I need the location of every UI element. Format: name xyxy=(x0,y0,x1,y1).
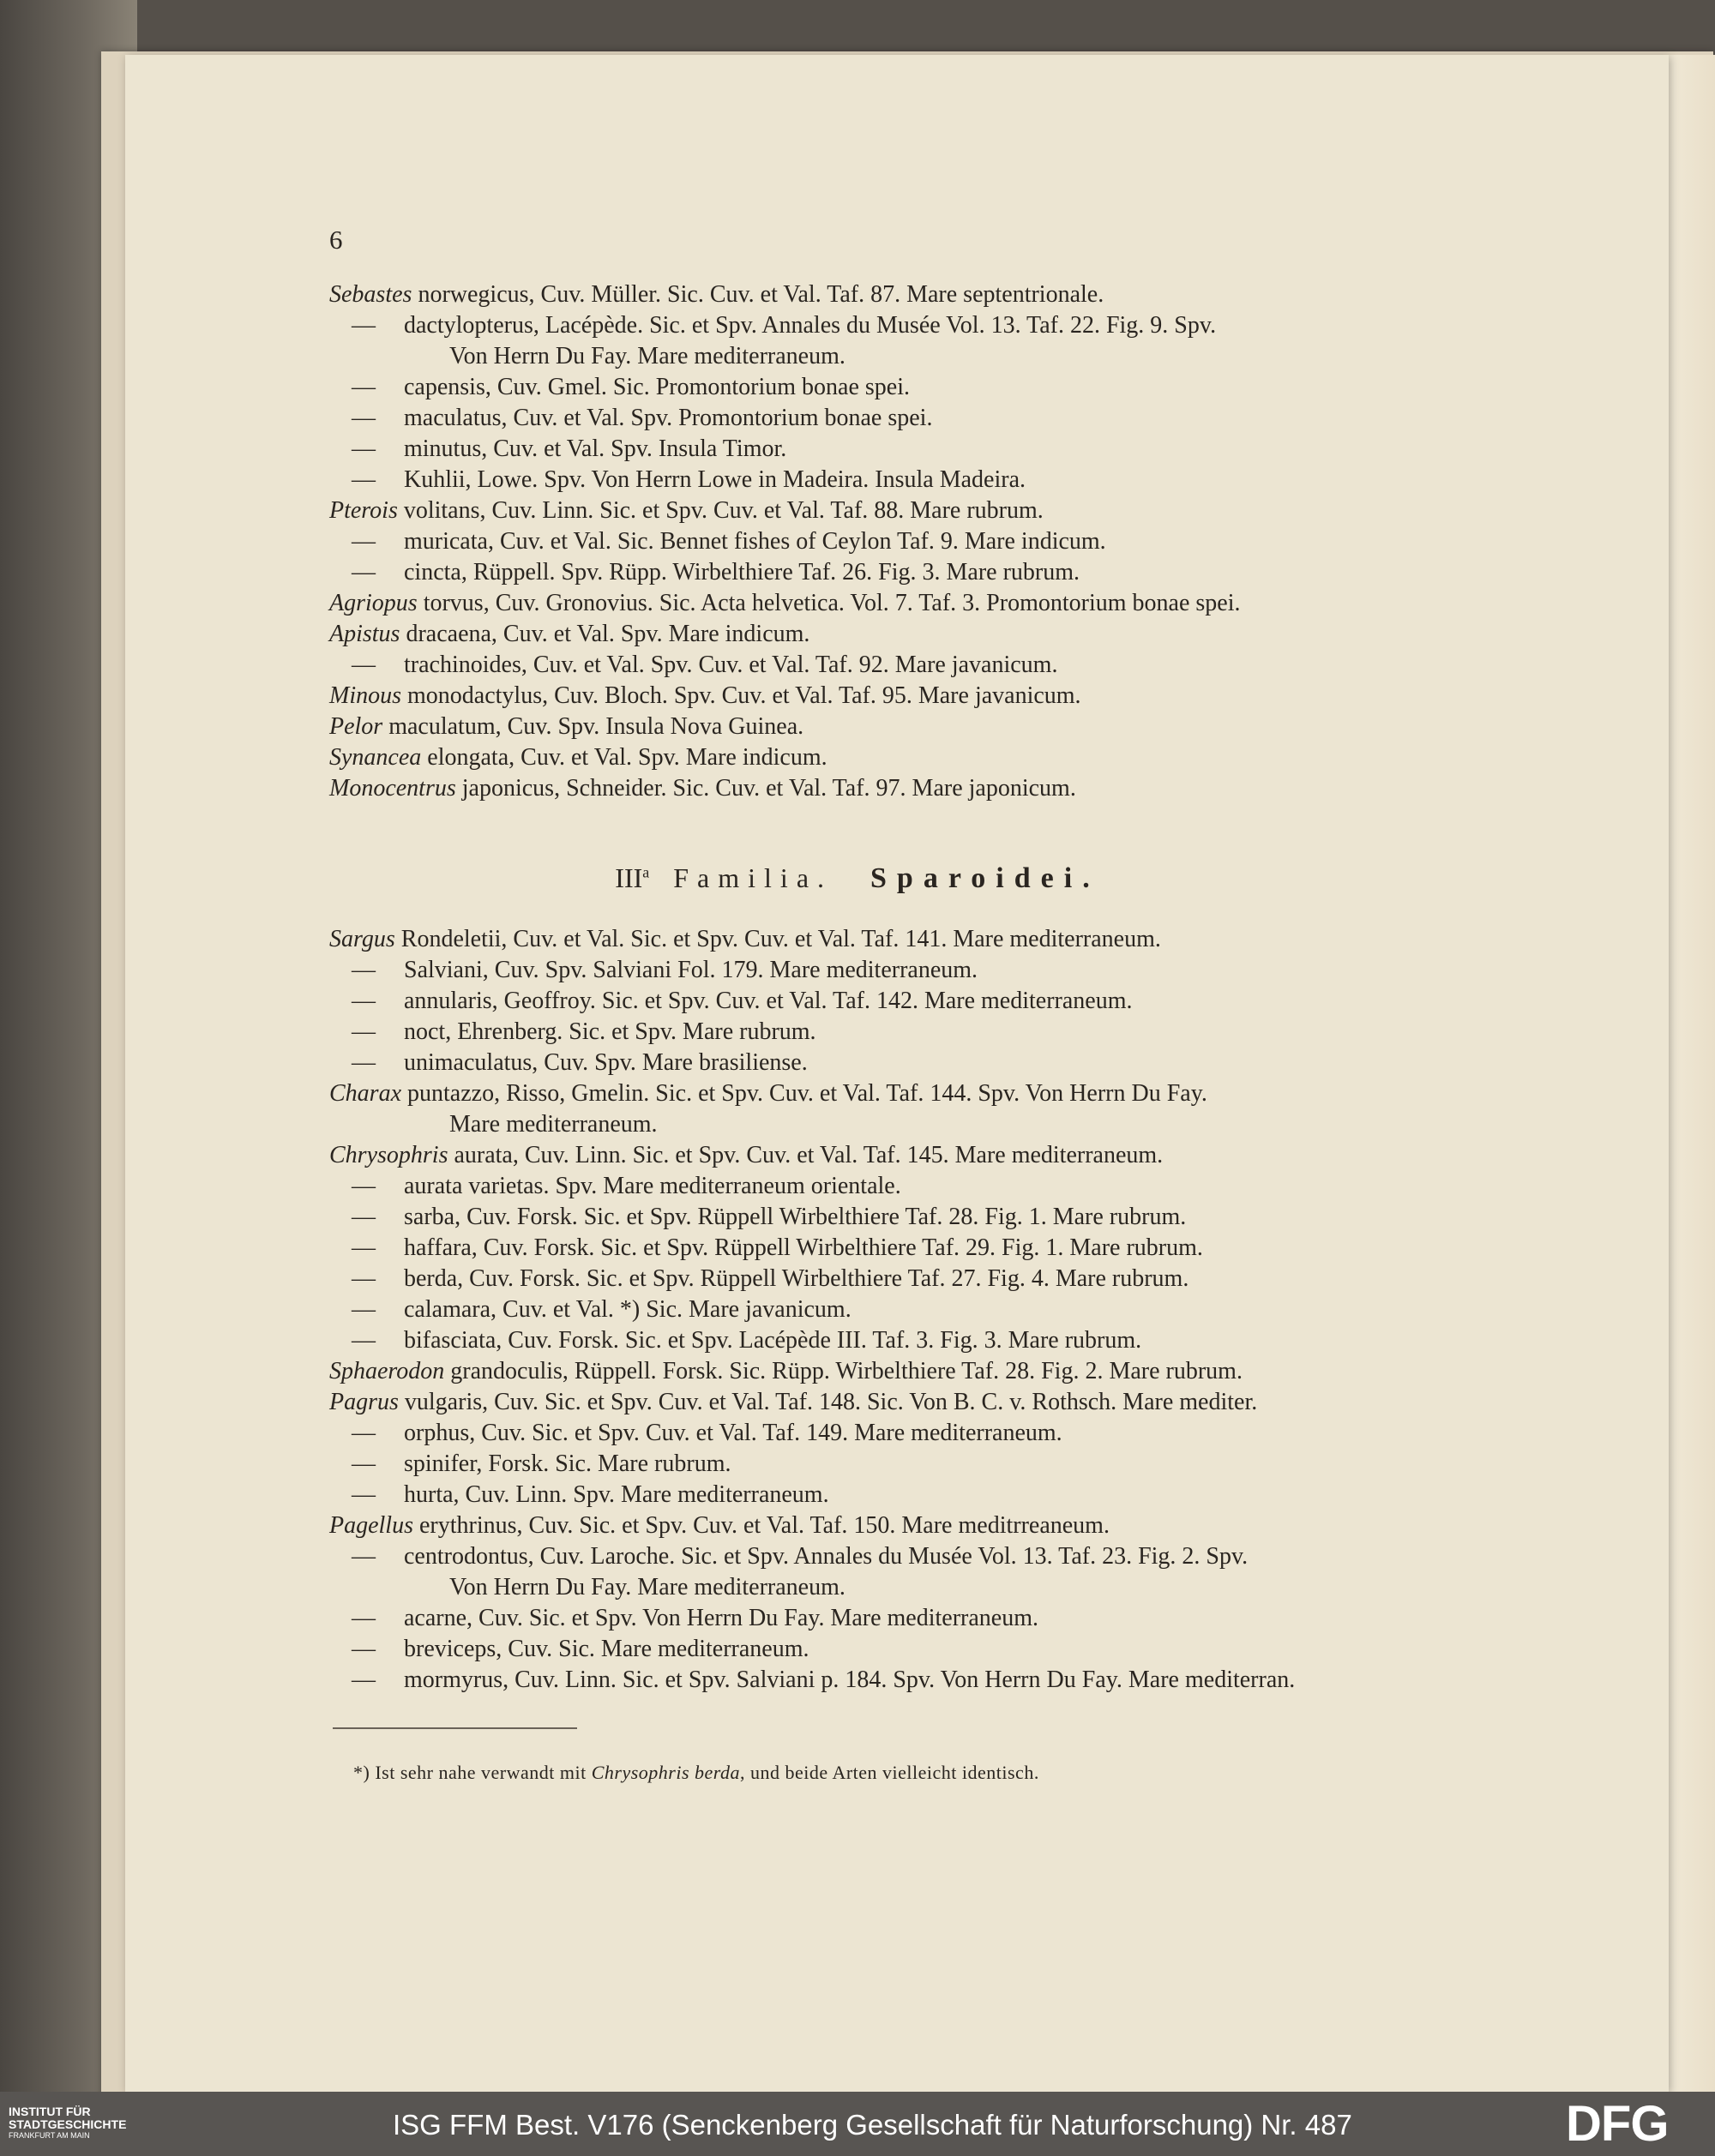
genus-name: Pagrus xyxy=(329,1389,399,1415)
entry-continuation xyxy=(329,1572,1504,1603)
entry-text: maculatus, Cuv. et Val. Spv. Promontorium bonae spei. xyxy=(398,405,933,431)
ditto-dash: — xyxy=(352,1049,376,1076)
ditto-dash: — xyxy=(352,1234,376,1261)
species-entry xyxy=(329,1048,1504,1078)
entry-text: erythrinus, Cuv. Sic. et Spv. Cuv. et Val. Taf. 150. Mare meditrreaneum. xyxy=(413,1512,1110,1539)
footnote-rule xyxy=(333,1727,577,1729)
entry-text: grandoculis, Rüppell. Forsk. Sic. Rüpp. Wirbelthiere Taf. 28. Fig. 2. Mare rubrum. xyxy=(444,1358,1243,1384)
entry-text: spinifer, Forsk. Sic. Mare rubrum. xyxy=(398,1450,731,1477)
family-name: Sparoidei. xyxy=(870,862,1100,894)
species-entry xyxy=(329,1449,1504,1480)
entry-text: Von Herrn Du Fay. Mare mediterraneum. xyxy=(449,343,845,369)
ditto-dash: — xyxy=(352,1327,376,1354)
entry-text: Kuhlii, Lowe. Spv. Von Herrn Lowe in Madeira. Insula Madeira. xyxy=(398,466,1026,493)
entry-text: Rondeletii, Cuv. et Val. Sic. et Spv. Cuv. et Val. Taf. 141. Mare mediterraneum. xyxy=(394,926,1161,952)
species-entry xyxy=(329,773,1504,804)
entry-text: noct, Ehrenberg. Sic. et Spv. Mare rubrum. xyxy=(398,1018,816,1045)
species-list-sparoidei xyxy=(329,924,1504,1696)
species-entry xyxy=(329,434,1504,465)
species-entry xyxy=(329,1356,1504,1387)
species-entry xyxy=(329,712,1504,742)
entry-text: unimaculatus, Cuv. Spv. Mare brasiliense. xyxy=(398,1049,808,1076)
entry-text: puntazzo, Risso, Gmelin. Sic. et Spv. Cuv. et Val. Taf. 144. Spv. Von Herrn Du Fay. xyxy=(401,1080,1207,1107)
footnote-text-before: Ist sehr nahe verwandt mit xyxy=(370,1762,592,1783)
ditto-dash: — xyxy=(352,1018,376,1045)
ditto-dash: — xyxy=(352,1265,376,1292)
genus-name: Charax xyxy=(329,1080,401,1107)
footnote-italic: Chrysophris berda xyxy=(591,1762,741,1783)
ditto-dash: — xyxy=(352,957,376,983)
ditto-dash: — xyxy=(352,988,376,1014)
species-entry xyxy=(329,1078,1504,1109)
entry-text: acarne, Cuv. Sic. et Spv. Von Herrn Du Fay. Mare mediterraneum. xyxy=(398,1605,1038,1631)
species-entry xyxy=(329,742,1504,773)
ditto-dash: — xyxy=(352,1667,376,1693)
species-entry xyxy=(329,1264,1504,1294)
ditto-dash: — xyxy=(352,1450,376,1477)
entry-text: haffara, Cuv. Forsk. Sic. et Spv. Rüppell Wirbelthiere Taf. 29. Fig. 1. Mare rubrum. xyxy=(398,1234,1203,1261)
family-label: Familia. xyxy=(673,862,833,893)
genus-name: Agriopus xyxy=(329,590,418,616)
entry-text: Salviani, Cuv. Spv. Salviani Fol. 179. Mare mediterraneum. xyxy=(398,957,978,983)
entry-text: trachinoides, Cuv. et Val. Spv. Cuv. et Val. Taf. 92. Mare javanicum. xyxy=(398,652,1058,678)
archive-caption: ISG FFM Best. V176 (Senckenberg Gesellschaft für Naturforschung) Nr. 487 xyxy=(393,2109,1352,2141)
family-roman: III xyxy=(615,862,643,893)
genus-name: Pelor xyxy=(329,713,383,740)
entry-text: elongata, Cuv. et Val. Spv. Mare indicum. xyxy=(421,744,827,771)
footnote xyxy=(353,1762,1039,1784)
entry-text: Von Herrn Du Fay. Mare mediterraneum. xyxy=(449,1574,845,1600)
species-entry xyxy=(329,1634,1504,1665)
species-entry xyxy=(329,619,1504,650)
entry-text: annularis, Geoffroy. Sic. et Spv. Cuv. et Val. Taf. 142. Mare mediterraneum. xyxy=(398,988,1133,1014)
entry-continuation xyxy=(329,341,1504,372)
ditto-dash: — xyxy=(352,1173,376,1199)
ditto-dash: — xyxy=(352,1543,376,1570)
species-entry xyxy=(329,1480,1504,1510)
ditto-dash: — xyxy=(352,652,376,678)
species-entry xyxy=(329,1510,1504,1541)
species-entry xyxy=(329,1202,1504,1233)
family-heading xyxy=(0,862,1715,895)
entry-text: orphus, Cuv. Sic. et Spv. Cuv. et Val. Taf. 149. Mare mediterraneum. xyxy=(398,1420,1062,1446)
entry-text: sarba, Cuv. Forsk. Sic. et Spv. Rüppell Wirbelthiere Taf. 28. Fig. 1. Mare rubrum. xyxy=(398,1204,1187,1230)
entry-text: norwegicus, Cuv. Müller. Sic. Cuv. et Val. Taf. 87. Mare septentrionale. xyxy=(412,281,1104,308)
ditto-dash: — xyxy=(352,559,376,586)
species-entry xyxy=(329,495,1504,526)
ditto-dash: — xyxy=(352,1420,376,1446)
entry-text: maculatum, Cuv. Spv. Insula Nova Guinea. xyxy=(382,713,804,740)
genus-name: Pagellus xyxy=(329,1512,413,1539)
species-entry xyxy=(329,1171,1504,1202)
entry-text: cincta, Rüppell. Spv. Rüpp. Wirbelthiere Taf. 26. Fig. 3. Mare rubrum. xyxy=(398,559,1080,586)
institut-line1: INSTITUT FÜR xyxy=(9,2105,91,2118)
entry-text: aurata, Cuv. Linn. Sic. et Spv. Cuv. et Val. Taf. 145. Mare mediterraneum. xyxy=(448,1142,1164,1168)
entry-text: dracaena, Cuv. et Val. Spv. Mare indicum. xyxy=(400,621,810,647)
entry-text: muricata, Cuv. et Val. Sic. Bennet fishes of Ceylon Taf. 9. Mare indicum. xyxy=(398,528,1106,555)
species-list-scorpaenidae xyxy=(329,279,1504,804)
entry-continuation xyxy=(329,1109,1504,1140)
ditto-dash: — xyxy=(352,1204,376,1230)
genus-name: Sargus xyxy=(329,926,395,952)
genus-name: Pterois xyxy=(329,497,398,524)
institut-line3: FRANKFURT AM MAIN xyxy=(9,2131,90,2140)
family-roman-sup: a xyxy=(642,863,650,881)
species-entry xyxy=(329,924,1504,955)
species-entry xyxy=(329,1387,1504,1418)
species-entry xyxy=(329,1325,1504,1356)
entry-text: Mare mediterraneum. xyxy=(449,1111,658,1138)
entry-text: mormyrus, Cuv. Linn. Sic. et Spv. Salviani p. 184. Spv. Von Herrn Du Fay. Mare mediterran. xyxy=(398,1667,1296,1693)
entry-text: berda, Cuv. Forsk. Sic. et Spv. Rüppell Wirbelthiere Taf. 27. Fig. 4. Mare rubrum. xyxy=(398,1265,1189,1292)
species-entry xyxy=(329,403,1504,434)
ditto-dash: — xyxy=(352,1296,376,1323)
archive-footer-bar xyxy=(0,2092,1715,2156)
species-entry xyxy=(329,588,1504,619)
entry-text: aurata varietas. Spv. Mare mediterraneum orientale. xyxy=(398,1173,901,1199)
species-entry xyxy=(329,955,1504,986)
species-entry xyxy=(329,1541,1504,1572)
entry-text: monodactylus, Cuv. Bloch. Spv. Cuv. et Val. Taf. 95. Mare javanicum. xyxy=(401,682,1081,709)
species-entry xyxy=(329,1140,1504,1171)
species-entry xyxy=(329,681,1504,712)
species-entry xyxy=(329,557,1504,588)
entry-text: vulgaris, Cuv. Sic. et Spv. Cuv. et Val. Taf. 148. Sic. Von B. C. v. Rothsch. Mare mediter. xyxy=(398,1389,1258,1415)
entry-text: breviceps, Cuv. Sic. Mare mediterraneum. xyxy=(398,1636,809,1662)
entry-text: hurta, Cuv. Linn. Spv. Mare mediterraneum. xyxy=(398,1481,829,1508)
ditto-dash: — xyxy=(352,312,376,339)
species-entry xyxy=(329,372,1504,403)
species-entry xyxy=(329,526,1504,557)
species-entry xyxy=(329,1017,1504,1048)
entry-text: torvus, Cuv. Gronovius. Sic. Acta helvetica. Vol. 7. Taf. 3. Promontorium bonae spei. xyxy=(417,590,1241,616)
page-number: 6 xyxy=(329,225,343,255)
species-entry xyxy=(329,310,1504,341)
dfg-logo: DFG xyxy=(1566,2096,1669,2152)
genus-name: Minous xyxy=(329,682,401,709)
entry-text: bifasciata, Cuv. Forsk. Sic. et Spv. Lacépède III. Taf. 3. Fig. 3. Mare rubrum. xyxy=(398,1327,1142,1354)
ditto-dash: — xyxy=(352,405,376,431)
species-entry xyxy=(329,1294,1504,1325)
genus-name: Monocentrus xyxy=(329,775,456,802)
genus-name: Synancea xyxy=(329,744,422,771)
entry-text: centrodontus, Cuv. Laroche. Sic. et Spv. Annales du Musée Vol. 13. Taf. 23. Fig. 2. Spv. xyxy=(398,1543,1249,1570)
ditto-dash: — xyxy=(352,1636,376,1662)
species-entry xyxy=(329,1233,1504,1264)
species-entry xyxy=(329,1603,1504,1634)
species-entry xyxy=(329,986,1504,1017)
entry-text: volitans, Cuv. Linn. Sic. et Spv. Cuv. et Val. Taf. 88. Mare rubrum. xyxy=(397,497,1044,524)
ditto-dash: — xyxy=(352,374,376,400)
institut-line2: STADTGESCHICHTE xyxy=(9,2117,127,2131)
footnote-mark: *) xyxy=(353,1762,370,1783)
ditto-dash: — xyxy=(352,528,376,555)
entry-text: calamara, Cuv. et Val. *) Sic. Mare javanicum. xyxy=(398,1296,851,1323)
species-entry xyxy=(329,650,1504,681)
species-entry xyxy=(329,1665,1504,1696)
ditto-dash: — xyxy=(352,435,376,462)
entry-text: minutus, Cuv. et Val. Spv. Insula Timor. xyxy=(398,435,787,462)
footnote-text-after: , und beide Arten vielleicht identisch. xyxy=(740,1762,1039,1783)
institut-logo xyxy=(9,2105,197,2141)
ditto-dash: — xyxy=(352,466,376,493)
species-entry xyxy=(329,279,1504,310)
genus-name: Sebastes xyxy=(329,281,412,308)
species-entry xyxy=(329,1418,1504,1449)
ditto-dash: — xyxy=(352,1481,376,1508)
entry-text: dactylopterus, Lacépède. Sic. et Spv. Annales du Musée Vol. 13. Taf. 22. Fig. 9. Spv. xyxy=(398,312,1217,339)
ditto-dash: — xyxy=(352,1605,376,1631)
entry-text: capensis, Cuv. Gmel. Sic. Promontorium bonae spei. xyxy=(398,374,910,400)
species-entry xyxy=(329,465,1504,495)
entry-text: japonicus, Schneider. Sic. Cuv. et Val. Taf. 97. Mare japonicum. xyxy=(455,775,1076,802)
genus-name: Chrysophris xyxy=(329,1142,448,1168)
genus-name: Sphaerodon xyxy=(329,1358,445,1384)
genus-name: Apistus xyxy=(329,621,400,647)
